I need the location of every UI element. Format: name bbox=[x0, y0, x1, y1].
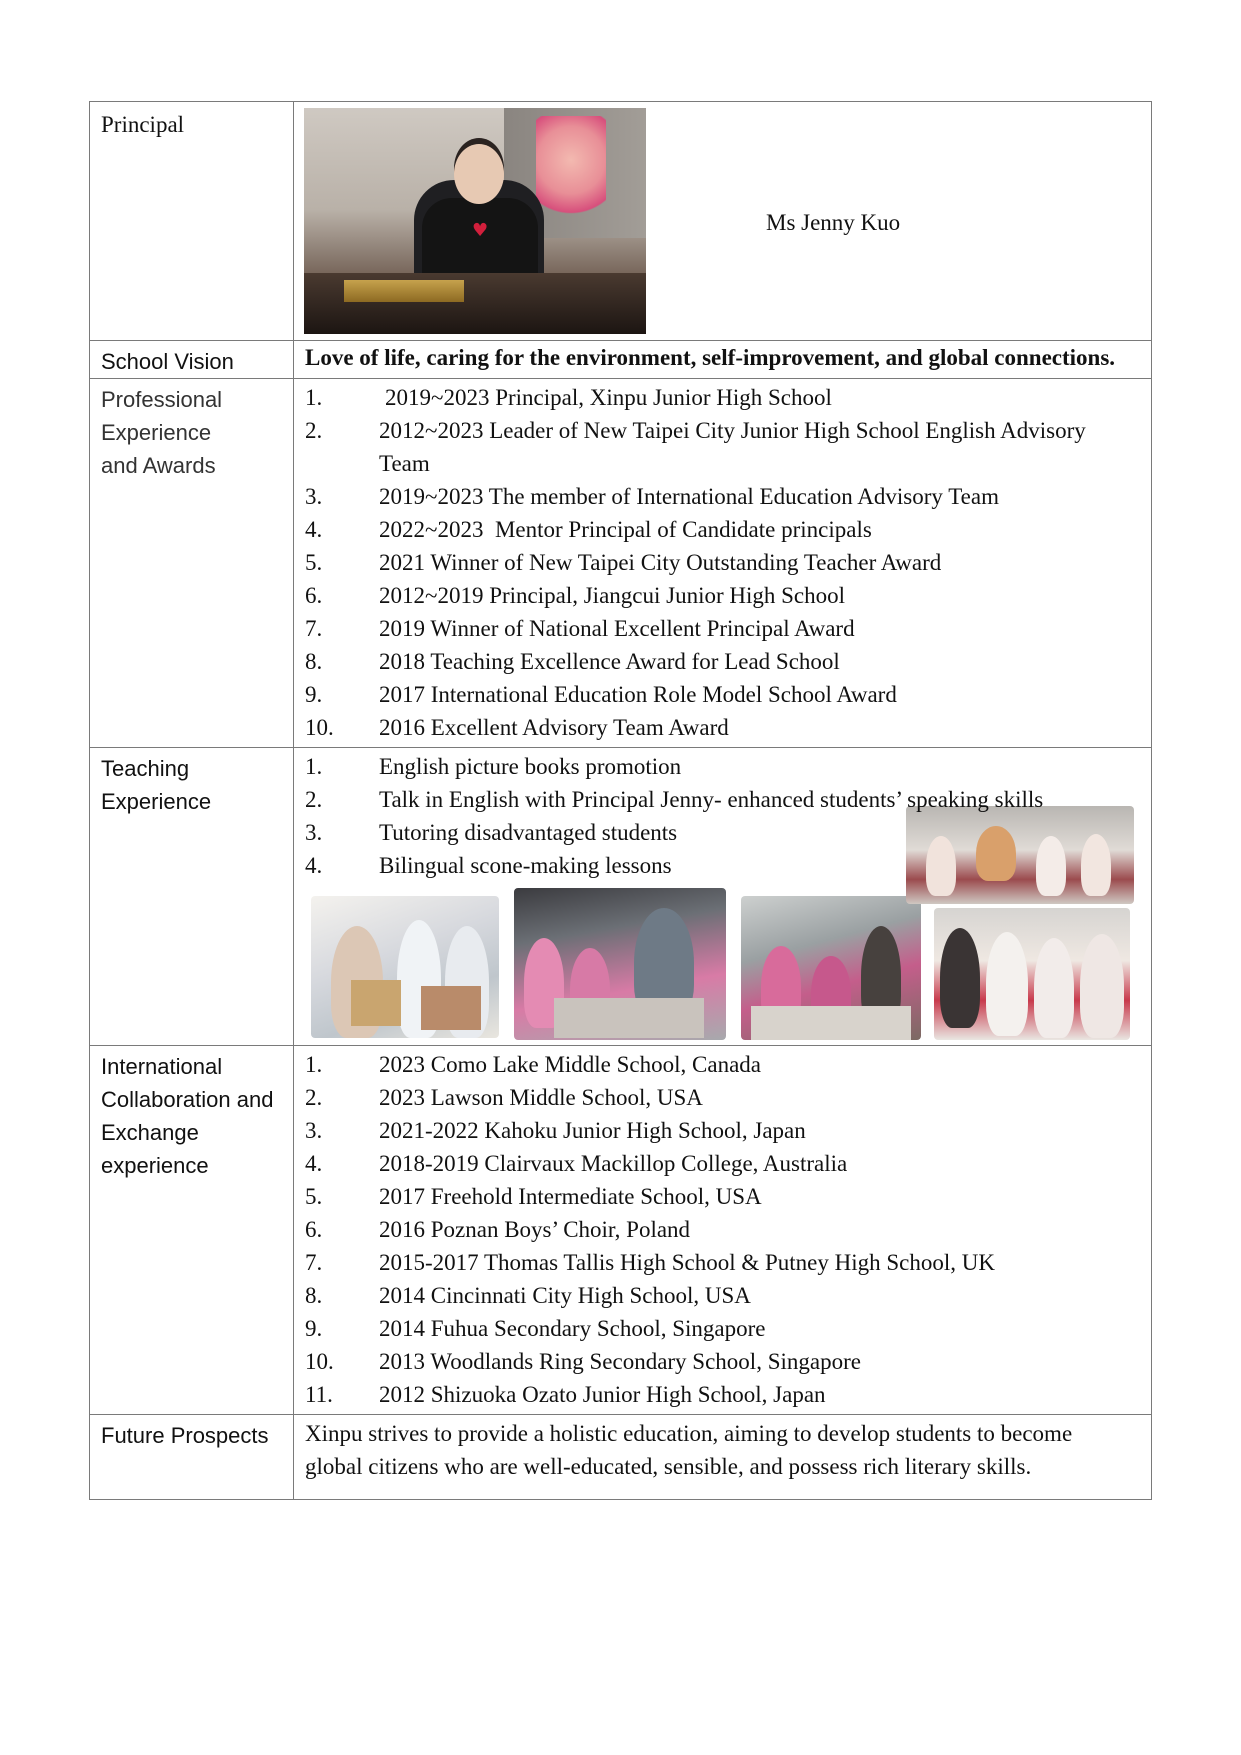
vision-label-cell bbox=[90, 341, 294, 379]
list-item bbox=[305, 1378, 1141, 1411]
international-row bbox=[90, 1046, 1152, 1415]
list-text: 2014 Cincinnati City High School, USA bbox=[379, 1283, 751, 1308]
list-number: 2. bbox=[305, 418, 323, 443]
list-text: 2019~2023 Principal, Xinpu Junior High School bbox=[385, 385, 832, 410]
experience-label-cell bbox=[90, 379, 294, 748]
profile-table bbox=[89, 101, 1152, 1500]
teaching-label bbox=[90, 748, 293, 818]
list-number: 1. bbox=[305, 754, 323, 779]
list-number: 7. bbox=[305, 616, 323, 641]
experience-row bbox=[90, 379, 1152, 748]
list-item bbox=[305, 1312, 1141, 1345]
list-text: 2016 Poznan Boys’ Choir, Poland bbox=[379, 1217, 691, 1242]
principal-label-cell bbox=[90, 102, 294, 341]
list-number: 1. bbox=[305, 385, 323, 410]
international-label-line-2: Collaboration and bbox=[101, 1087, 274, 1112]
list-item bbox=[305, 1081, 1141, 1114]
list-text: 2021 Winner of New Taipei City Outstanding Teacher Award bbox=[379, 550, 942, 575]
list-item bbox=[305, 381, 1141, 414]
list-text: 2021-2022 Kahoku Junior High School, Japan bbox=[379, 1118, 806, 1143]
international-label-line-3: Exchange bbox=[101, 1120, 199, 1145]
list-number: 10. bbox=[305, 1349, 334, 1374]
list-item bbox=[305, 1213, 1141, 1246]
list-item bbox=[305, 711, 1141, 744]
teaching-photo-classroom bbox=[514, 888, 726, 1040]
photo-figure bbox=[940, 928, 980, 1028]
photo-book bbox=[351, 980, 401, 1026]
list-item bbox=[305, 1279, 1141, 1312]
list-number: 4. bbox=[305, 1151, 323, 1176]
principal-label: Principal bbox=[101, 112, 185, 137]
list-item bbox=[305, 579, 1141, 612]
list-item bbox=[305, 645, 1141, 678]
list-text: 2023 Como Lake Middle School, Canada bbox=[379, 1052, 761, 1077]
teaching-list bbox=[305, 750, 1141, 882]
list-text: 2019 Winner of National Excellent Principal Award bbox=[379, 616, 855, 641]
list-text: 2023 Lawson Middle School, USA bbox=[379, 1085, 703, 1110]
list-text: 2016 Excellent Advisory Team Award bbox=[379, 715, 729, 740]
list-item bbox=[305, 612, 1141, 645]
photo-table bbox=[554, 998, 704, 1038]
list-item bbox=[305, 750, 1141, 783]
international-label bbox=[90, 1046, 293, 1182]
list-text: 2015-2017 Thomas Tallis High School & Putney High School, UK bbox=[379, 1250, 995, 1275]
list-number: 1. bbox=[305, 1052, 323, 1077]
list-number: 9. bbox=[305, 682, 323, 707]
list-number: 3. bbox=[305, 484, 323, 509]
list-number: 4. bbox=[305, 517, 323, 542]
teaching-label-cell bbox=[90, 748, 294, 1046]
list-text: 2018 Teaching Excellence Award for Lead School bbox=[379, 649, 840, 674]
list-item bbox=[305, 546, 1141, 579]
vision-row bbox=[90, 341, 1152, 379]
list-text: 2012~2019 Principal, Jiangcui Junior High School bbox=[379, 583, 846, 608]
list-item bbox=[305, 1114, 1141, 1147]
teaching-photo-tutoring bbox=[741, 896, 921, 1040]
principal-photo bbox=[304, 108, 646, 334]
list-text: English picture books promotion bbox=[379, 754, 682, 779]
photo-book bbox=[421, 986, 481, 1030]
list-number: 11. bbox=[305, 1382, 333, 1407]
list-text: 2019~2023 The member of International Education Advisory Team bbox=[379, 484, 999, 509]
list-text: 2012 Shizuoka Ozato Junior High School, Japan bbox=[379, 1382, 826, 1407]
teaching-label-line-1: Teaching bbox=[101, 756, 190, 781]
list-item bbox=[305, 849, 1141, 882]
photo-head bbox=[454, 144, 504, 204]
photo-flowers bbox=[536, 116, 606, 226]
vision-text: Love of life, caring for the environment, self-improvement, and global connections. bbox=[305, 345, 1116, 370]
heart-icon: ♥ bbox=[472, 220, 489, 241]
photo-figure bbox=[986, 932, 1028, 1036]
future-row bbox=[90, 1415, 1152, 1500]
international-list bbox=[294, 1046, 1151, 1414]
photo-figure bbox=[1034, 938, 1074, 1038]
list-text: 2017 Freehold Intermediate School, USA bbox=[379, 1184, 762, 1209]
list-text: 2012~2023 Leader of New Taipei City Junior High School English Advisory Team bbox=[379, 418, 1086, 476]
list-item bbox=[305, 678, 1141, 711]
experience-label-line-1: Professional bbox=[101, 387, 223, 412]
photo-desk bbox=[751, 1006, 911, 1040]
list-number: 3. bbox=[305, 1118, 323, 1143]
international-label-line-4: experience bbox=[101, 1153, 209, 1178]
principal-content-cell bbox=[294, 102, 1152, 341]
list-number: 2. bbox=[305, 787, 323, 812]
list-item bbox=[305, 513, 1141, 546]
photo-nameplate bbox=[344, 280, 464, 302]
list-number: 10. bbox=[305, 715, 334, 740]
list-text: Talk in English with Principal Jenny- enhanced students’ speaking skills bbox=[379, 787, 1044, 812]
list-number: 6. bbox=[305, 1217, 323, 1242]
list-item bbox=[305, 1180, 1141, 1213]
future-label: Future Prospects bbox=[101, 1423, 269, 1448]
list-number: 5. bbox=[305, 1184, 323, 1209]
list-text: 2013 Woodlands Ring Secondary School, Singapore bbox=[379, 1349, 861, 1374]
principal-row bbox=[90, 102, 1152, 341]
list-text: 2017 International Education Role Model School Award bbox=[379, 682, 897, 707]
list-item bbox=[305, 1147, 1141, 1180]
list-item bbox=[305, 783, 1141, 816]
list-text: 2022~2023 Mentor Principal of Candidate principals bbox=[379, 517, 872, 542]
international-content-cell bbox=[294, 1046, 1152, 1415]
future-label-cell bbox=[90, 1415, 294, 1500]
teaching-row bbox=[90, 748, 1152, 1046]
teaching-photo-books bbox=[311, 896, 499, 1038]
list-number: 8. bbox=[305, 1283, 323, 1308]
list-item bbox=[305, 1048, 1141, 1081]
list-text: 2014 Fuhua Secondary School, Singapore bbox=[379, 1316, 766, 1341]
future-text: Xinpu strives to provide a holistic education, aiming to develop students to become global citizens who are well-educated, sensible, and possess rich literary skills. bbox=[305, 1421, 1073, 1479]
list-number: 8. bbox=[305, 649, 323, 674]
international-label-line-1: International bbox=[101, 1054, 223, 1079]
vision-label: School Vision bbox=[101, 349, 234, 374]
list-number: 5. bbox=[305, 550, 323, 575]
teaching-content-cell bbox=[294, 748, 1152, 1046]
list-number: 4. bbox=[305, 853, 323, 878]
list-item bbox=[305, 480, 1141, 513]
list-item bbox=[305, 816, 1141, 849]
list-number: 7. bbox=[305, 1250, 323, 1275]
list-text: Tutoring disadvantaged students bbox=[379, 820, 678, 845]
experience-label-line-3: and Awards bbox=[101, 453, 216, 478]
experience-content-cell bbox=[294, 379, 1152, 748]
list-item bbox=[305, 1246, 1141, 1279]
experience-label bbox=[90, 379, 293, 482]
vision-content-cell bbox=[294, 341, 1152, 379]
list-item bbox=[305, 414, 1141, 480]
teaching-label-line-2: Experience bbox=[101, 789, 212, 814]
experience-label-line-2: Experience bbox=[101, 420, 212, 445]
list-number: 2. bbox=[305, 1085, 323, 1110]
principal-name: Ms Jenny Kuo bbox=[766, 210, 901, 235]
list-text: 2018-2019 Clairvaux Mackillop College, Australia bbox=[379, 1151, 848, 1176]
list-number: 3. bbox=[305, 820, 323, 845]
international-label-cell bbox=[90, 1046, 294, 1415]
list-number: 6. bbox=[305, 583, 323, 608]
photo-figure bbox=[1080, 934, 1124, 1038]
future-content-cell bbox=[294, 1415, 1152, 1500]
list-text: Bilingual scone-making lessons bbox=[379, 853, 672, 878]
teaching-photo-students bbox=[934, 908, 1130, 1040]
list-number: 9. bbox=[305, 1316, 323, 1341]
list-item bbox=[305, 1345, 1141, 1378]
experience-list bbox=[294, 379, 1151, 747]
